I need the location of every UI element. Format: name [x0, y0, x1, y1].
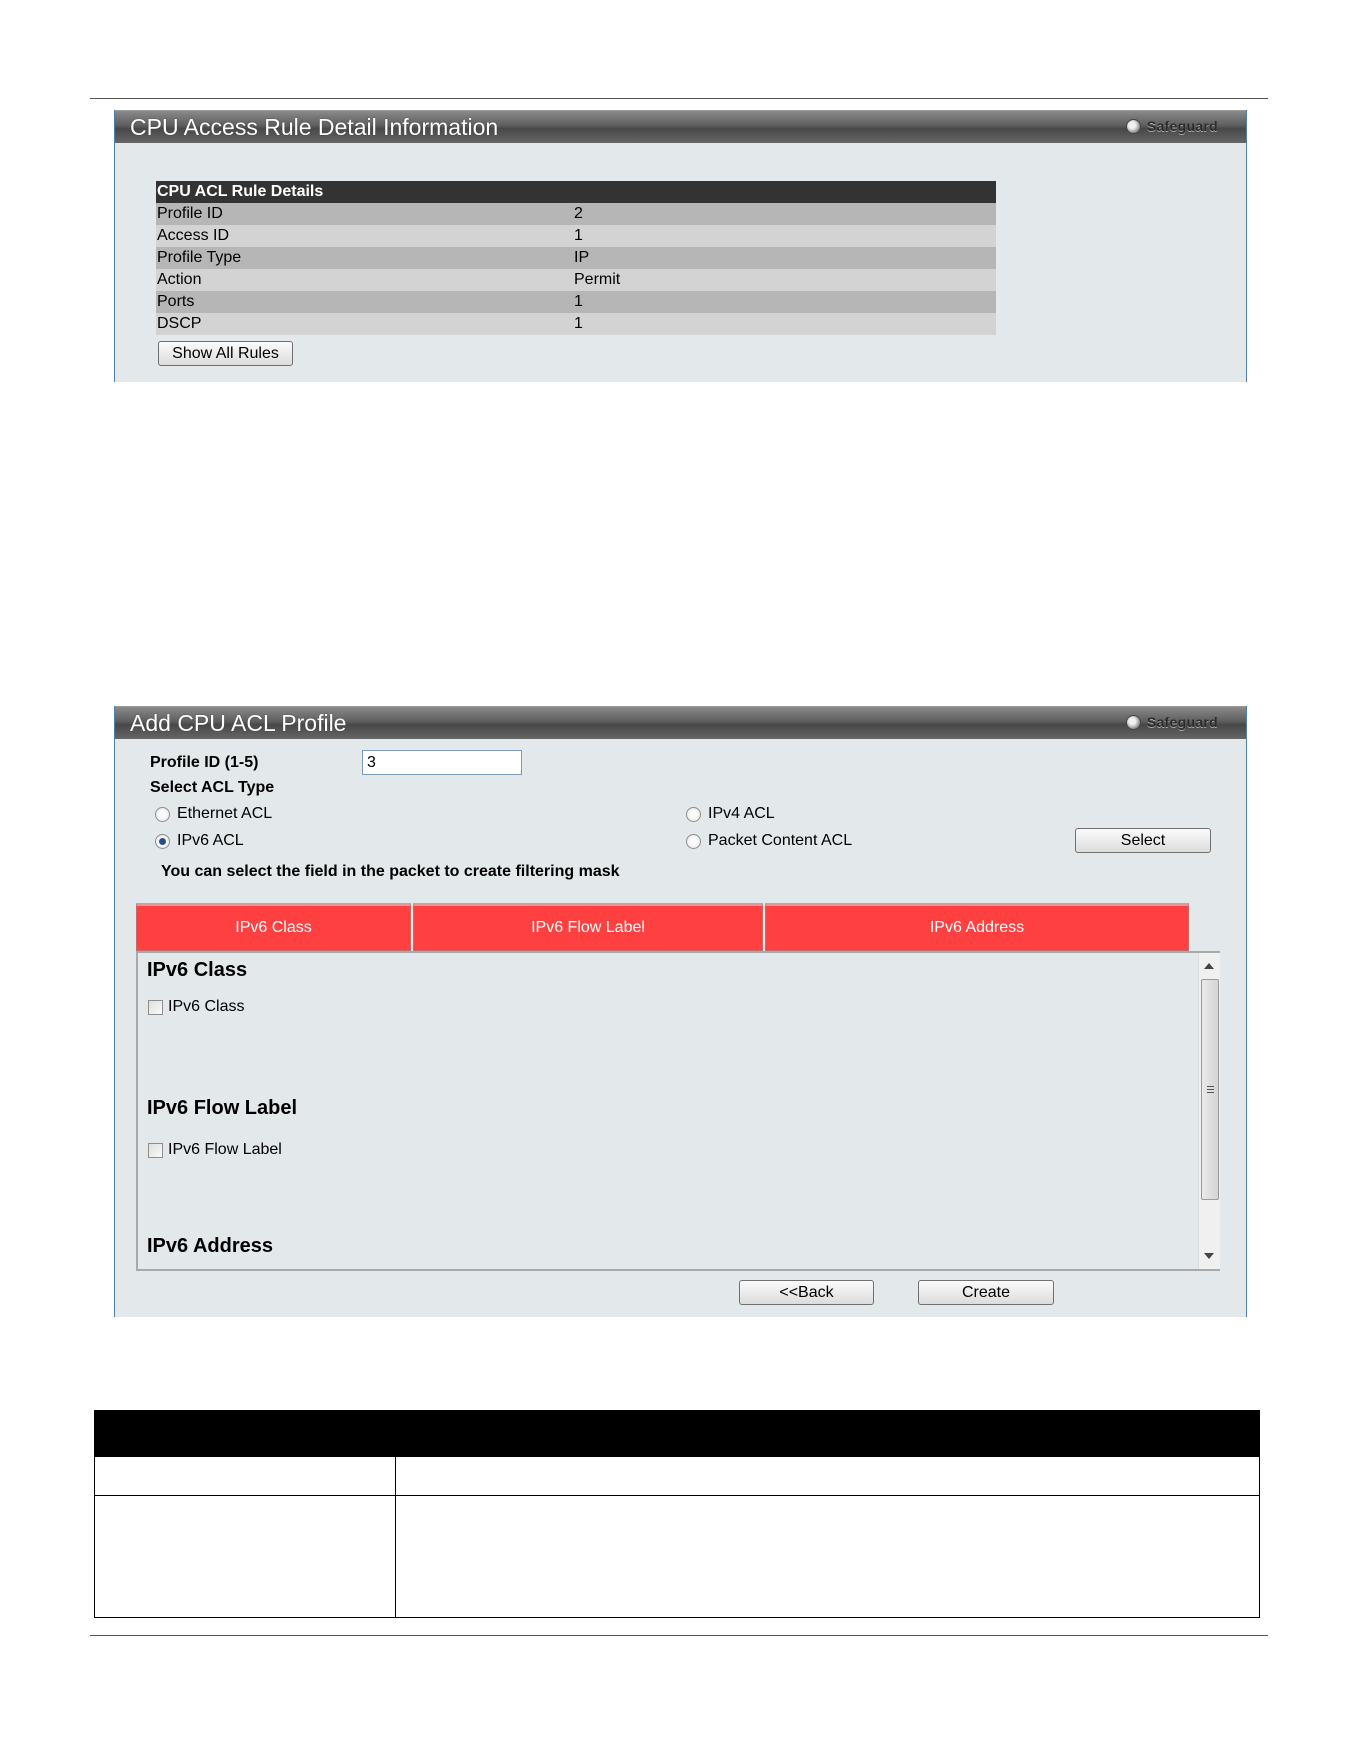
- parameter-column-header: [95, 1411, 396, 1457]
- radio-ipv4-acl[interactable]: [686, 807, 701, 822]
- profile-id-label: Profile ID (1-5): [150, 754, 259, 771]
- safeguard-label: Safeguard: [1146, 714, 1218, 730]
- rule-details-table: [156, 181, 996, 335]
- table-cell: [396, 1457, 1260, 1496]
- ipv6-class-checkbox-label: IPv6 Class: [168, 998, 245, 1015]
- back-button[interactable]: <<Back: [739, 1280, 874, 1305]
- table-row: [156, 203, 996, 225]
- ipv6-class-checkbox[interactable]: [148, 1000, 163, 1015]
- scrollbar-thumb[interactable]: [1201, 979, 1219, 1200]
- table-cell: [396, 1496, 1260, 1618]
- table-row: [95, 1496, 1260, 1618]
- parameter-table-wrapper: [94, 1410, 1260, 1618]
- radio-ethernet-acl[interactable]: [155, 807, 170, 822]
- vertical-scrollbar[interactable]: [1198, 953, 1220, 1269]
- table-row: [156, 225, 996, 247]
- section-ipv6-address-title: IPv6 Address: [147, 1235, 273, 1257]
- table-row: [156, 269, 996, 291]
- tab-ipv6-class[interactable]: IPv6 Class: [136, 903, 411, 951]
- row-value: Permit: [574, 269, 996, 291]
- rule-details-header: CPU ACL Rule Details: [156, 181, 996, 203]
- safeguard-indicator[interactable]: [1126, 118, 1218, 134]
- table-row: [95, 1457, 1260, 1496]
- radio-packet-content-acl[interactable]: [686, 834, 701, 849]
- section-ipv6-flow-label-title: IPv6 Flow Label: [147, 1097, 298, 1119]
- row-label: Ports: [156, 291, 574, 313]
- table-header-row: [95, 1411, 1260, 1457]
- filter-mask-hint: You can select the field in the packet to create filtering mask: [161, 863, 620, 880]
- row-value: IP: [574, 247, 996, 269]
- table-row: [156, 291, 996, 313]
- row-label: Profile Type: [156, 247, 574, 269]
- scroll-up-icon[interactable]: [1204, 963, 1214, 969]
- detail-panel: [114, 110, 1247, 382]
- show-all-rules-button[interactable]: Show All Rules: [158, 341, 293, 366]
- tab-ipv6-address[interactable]: IPv6 Address: [765, 903, 1189, 951]
- description-column-header: [396, 1411, 1260, 1457]
- ipv6-flow-label-checkbox-label: IPv6 Flow Label: [168, 1141, 282, 1158]
- radio-ethernet-acl-label: Ethernet ACL: [177, 805, 273, 822]
- create-button[interactable]: Create: [918, 1280, 1054, 1305]
- detail-panel-header: [115, 110, 1246, 143]
- select-button[interactable]: Select: [1075, 828, 1211, 853]
- row-value: 1: [574, 291, 996, 313]
- parameter-table: [94, 1410, 1260, 1618]
- add-panel-header: [115, 706, 1246, 739]
- bottom-rule: [90, 1635, 1268, 1636]
- row-label: DSCP: [156, 313, 574, 335]
- ipv6-flow-label-checkbox[interactable]: [148, 1143, 163, 1158]
- fields-scroll-area[interactable]: [136, 951, 1220, 1271]
- radio-ipv6-acl-label: IPv6 ACL: [177, 832, 244, 849]
- grip-icon: [1207, 1086, 1214, 1095]
- detail-panel-title: CPU Access Rule Detail Information: [130, 114, 499, 140]
- add-panel-title: Add CPU ACL Profile: [130, 710, 347, 736]
- section-ipv6-class-title: IPv6 Class: [147, 959, 248, 981]
- radio-packet-content-acl-label: Packet Content ACL: [708, 832, 853, 849]
- safeguard-icon: [1126, 119, 1141, 134]
- profile-id-input[interactable]: [362, 750, 522, 775]
- table-row: [156, 247, 996, 269]
- safeguard-indicator[interactable]: [1126, 714, 1218, 730]
- scroll-down-icon[interactable]: [1204, 1253, 1214, 1259]
- safeguard-icon: [1126, 715, 1141, 730]
- safeguard-label: Safeguard: [1146, 118, 1218, 134]
- top-rule: [90, 98, 1268, 99]
- table-cell: [95, 1496, 396, 1618]
- row-value: 2: [574, 203, 996, 225]
- row-value: 1: [574, 313, 996, 335]
- radio-ipv4-acl-label: IPv4 ACL: [708, 805, 775, 822]
- select-acl-type-label: Select ACL Type: [150, 779, 275, 796]
- table-row: [156, 313, 996, 335]
- row-value: 1: [574, 225, 996, 247]
- table-cell: [95, 1457, 396, 1496]
- row-label: Action: [156, 269, 574, 291]
- row-label: Profile ID: [156, 203, 574, 225]
- row-label: Access ID: [156, 225, 574, 247]
- radio-ipv6-acl[interactable]: [155, 834, 170, 849]
- tab-ipv6-flow-label[interactable]: IPv6 Flow Label: [413, 903, 763, 951]
